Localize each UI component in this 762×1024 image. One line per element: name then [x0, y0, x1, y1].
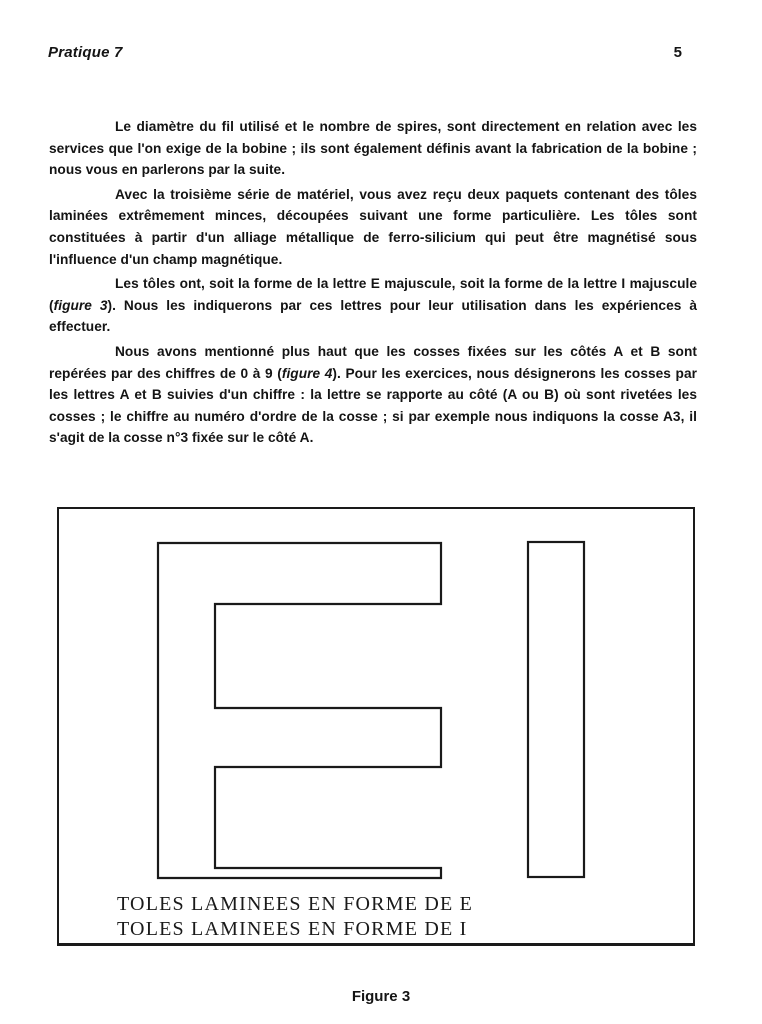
- page-number: 5: [673, 44, 682, 61]
- body-text: [49, 116, 697, 452]
- paragraph: [49, 273, 697, 338]
- paragraph: [49, 184, 697, 270]
- figure-frame: [57, 507, 695, 946]
- figure-reference: figure 4: [281, 365, 333, 381]
- paragraph-text: Le diamètre du fil utilisé et le nombre de spires, sont directement en relation avec les services que l'on exige de la bobine ; ils sont également définis avant la fabrication de la bobine ; nous vous en parlerons par la suite.: [49, 119, 697, 178]
- figure-caption-i: TOLES LAMINEES EN FORME DE I: [117, 918, 468, 940]
- letter-i-lamination-shape: [528, 542, 584, 877]
- figure-label: Figure 3: [351, 988, 411, 1005]
- paragraph: [49, 341, 697, 449]
- figure-reference: figure 3: [53, 297, 108, 313]
- paragraph-text: Les tôles ont, soit la forme de la lettre E majuscule, soit la forme de la lettre I majuscule (: [49, 276, 697, 313]
- figure-drawing: [59, 509, 693, 943]
- page-header: [48, 44, 688, 68]
- letter-e-lamination-shape: [158, 543, 441, 878]
- figure-caption-e: TOLES LAMINEES EN FORME DE E: [117, 893, 474, 915]
- paragraph-text: Nous avons mentionné plus haut que les cosses fixées sur les côtés A et B sont repérées par des chiffres de 0 à 9 (: [49, 343, 697, 381]
- paragraph-text: ). Pour les exercices, nous désignerons les cosses par les lettres A et B suivies d'un chiffre : la lettre se rapporte au côté (A ou B) où sont rivetées les cosses ; le chiffre au numéro d'ordre de la cosse ; si par exemple nous indiquons la cosse A3, il s'agit de la cosse n°3 fixée sur le côté A.: [49, 365, 697, 446]
- paragraph: [49, 116, 697, 181]
- paragraph-text: Avec la troisième série de matériel, vous avez reçu deux paquets contenant des tôles laminées extrêmement minces, découpées suivant une forme particulière. Les tôles sont constituées à partir d'un alliage métallique de ferro-silicium qui peut être magnétisé sous l'influence d'un champ magnétique.: [49, 186, 697, 267]
- running-title: Pratique 7: [48, 44, 123, 61]
- paragraph-text: ). Nous les indiquerons par ces lettres pour leur utilisation dans les expériences à effectuer.: [49, 297, 697, 335]
